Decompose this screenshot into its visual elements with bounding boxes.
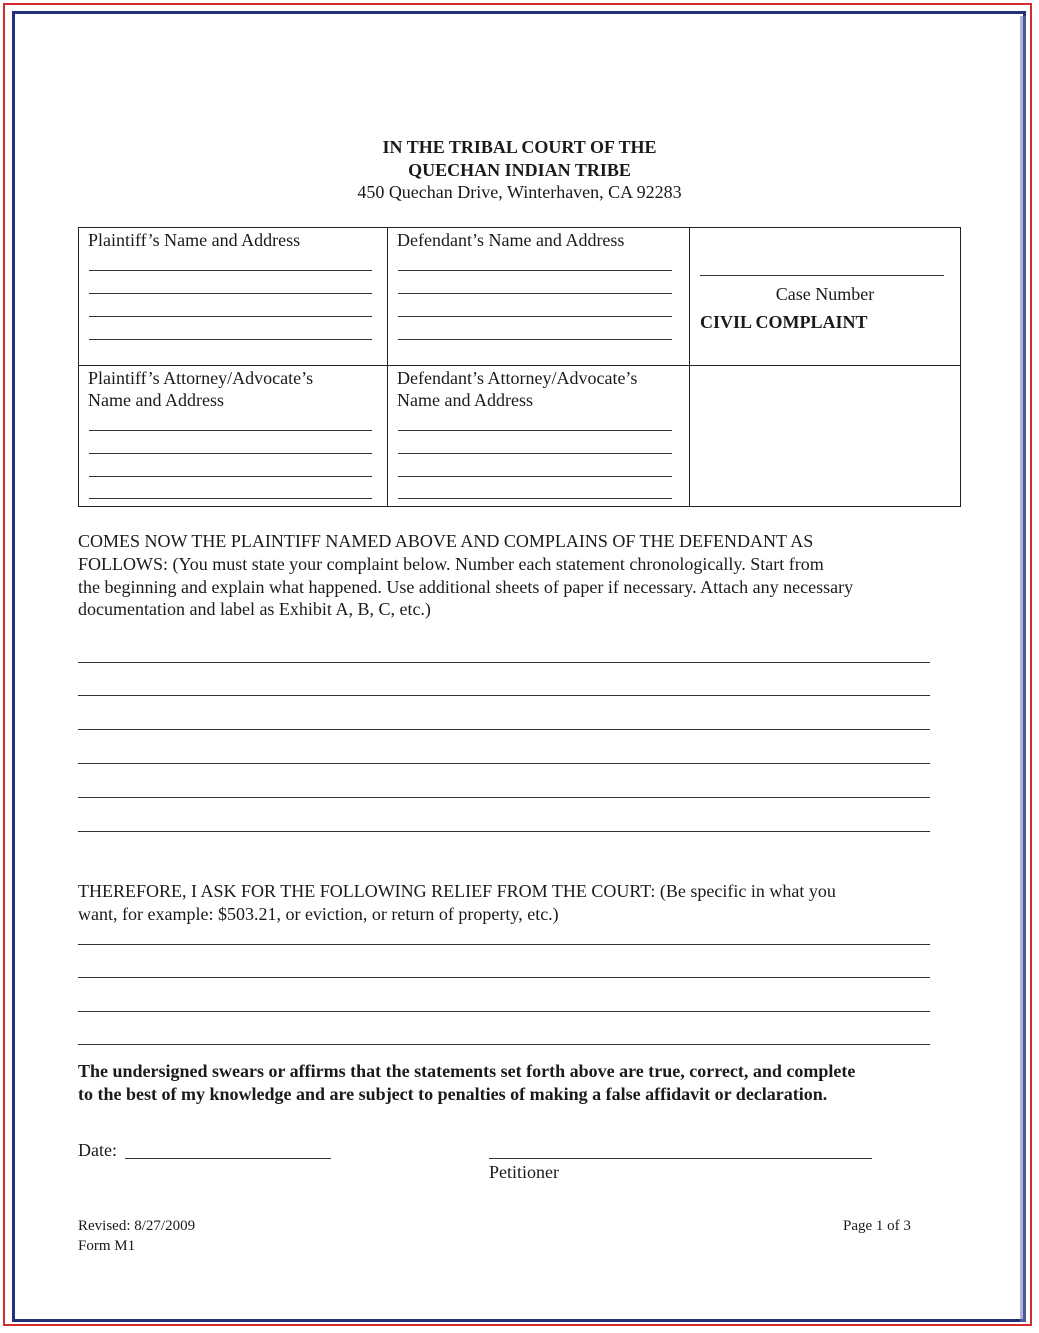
relief-line[interactable] (78, 1044, 930, 1045)
case-number-label: Case Number (775, 284, 875, 304)
plaintiff-address-line[interactable] (89, 293, 372, 294)
complaint-line[interactable] (78, 695, 930, 696)
defendant-attorney-label-2: Name and Address (397, 390, 533, 410)
plaintiff-name-label: Plaintiff’s Name and Address (88, 230, 301, 250)
case-number-line[interactable] (700, 275, 944, 276)
complaint-line[interactable] (78, 831, 930, 832)
court-title: IN THE TRIBAL COURT OF THE (382, 137, 657, 157)
defendant-name-label: Defendant’s Name and Address (397, 230, 625, 250)
plaintiff-attorney-line[interactable] (89, 453, 372, 454)
date-label: Date: (78, 1140, 117, 1160)
defendant-address-line[interactable] (398, 293, 672, 294)
oath-statement-2: to the best of my knowledge and are subject to penalties of making a false affidavit or declaration. (78, 1084, 828, 1104)
page-number: Page 1 of 3 (843, 1218, 911, 1234)
plaintiff-attorney-line[interactable] (89, 430, 372, 431)
complaint-line[interactable] (78, 763, 930, 764)
plaintiff-address-line[interactable] (89, 270, 372, 271)
complaint-intro: COMES NOW THE PLAINTIFF NAMED ABOVE AND COMPLAINS OF THE DEFENDANT AS (78, 531, 814, 551)
plaintiff-address-line[interactable] (89, 339, 372, 340)
petitioner-signature-line[interactable] (489, 1158, 872, 1159)
page-border-inner (12, 11, 1026, 1322)
plaintiff-attorney-line[interactable] (89, 498, 372, 499)
relief-example: want, for example: $503.21, or eviction, or return of property, etc.) (78, 904, 559, 924)
complaint-instructions-3: documentation and label as Exhibit A, B, C, etc.) (78, 599, 431, 619)
table-divider (79, 365, 960, 366)
form-type-title: CIVIL COMPLAINT (700, 312, 868, 332)
defendant-address-line[interactable] (398, 339, 672, 340)
plaintiff-attorney-label-2: Name and Address (88, 390, 224, 410)
relief-intro: THEREFORE, I ASK FOR THE FOLLOWING RELIEF FROM THE COURT: (Be specific in what you (78, 881, 836, 901)
tribe-name: QUECHAN INDIAN TRIBE (408, 160, 631, 180)
defendant-address-line[interactable] (398, 270, 672, 271)
complaint-line[interactable] (78, 797, 930, 798)
defendant-attorney-label: Defendant’s Attorney/Advocate’s (397, 368, 638, 388)
complaint-instructions-2: the beginning and explain what happened. Use additional sheets of paper if necessary. Attach any necessary (78, 577, 854, 597)
relief-line[interactable] (78, 977, 930, 978)
complaint-instructions: FOLLOWS: (You must state your complaint below. Number each statement chronologically. Start from (78, 554, 824, 574)
form-number: Form M1 (78, 1238, 136, 1254)
plaintiff-attorney-line[interactable] (89, 476, 372, 477)
defendant-attorney-line[interactable] (398, 498, 672, 499)
table-divider (387, 228, 388, 506)
relief-line[interactable] (78, 1011, 930, 1012)
case-caption-table (78, 227, 961, 507)
defendant-attorney-line[interactable] (398, 430, 672, 431)
relief-line[interactable] (78, 944, 930, 945)
complaint-line[interactable] (78, 729, 930, 730)
plaintiff-attorney-label: Plaintiff’s Attorney/Advocate’s (88, 368, 314, 388)
defendant-attorney-line[interactable] (398, 476, 672, 477)
date-line[interactable] (125, 1158, 331, 1159)
plaintiff-address-line[interactable] (89, 316, 372, 317)
table-divider (689, 228, 690, 506)
oath-statement: The undersigned swears or affirms that the statements set forth above are true, correct, and complete (78, 1061, 856, 1081)
revised-date: Revised: 8/27/2009 (78, 1218, 196, 1234)
complaint-line[interactable] (78, 662, 930, 663)
court-address: 450 Quechan Drive, Winterhaven, CA 92283 (357, 182, 682, 202)
defendant-address-line[interactable] (398, 316, 672, 317)
page-border-shadow (1020, 16, 1026, 1322)
defendant-attorney-line[interactable] (398, 453, 672, 454)
petitioner-label: Petitioner (489, 1162, 559, 1182)
